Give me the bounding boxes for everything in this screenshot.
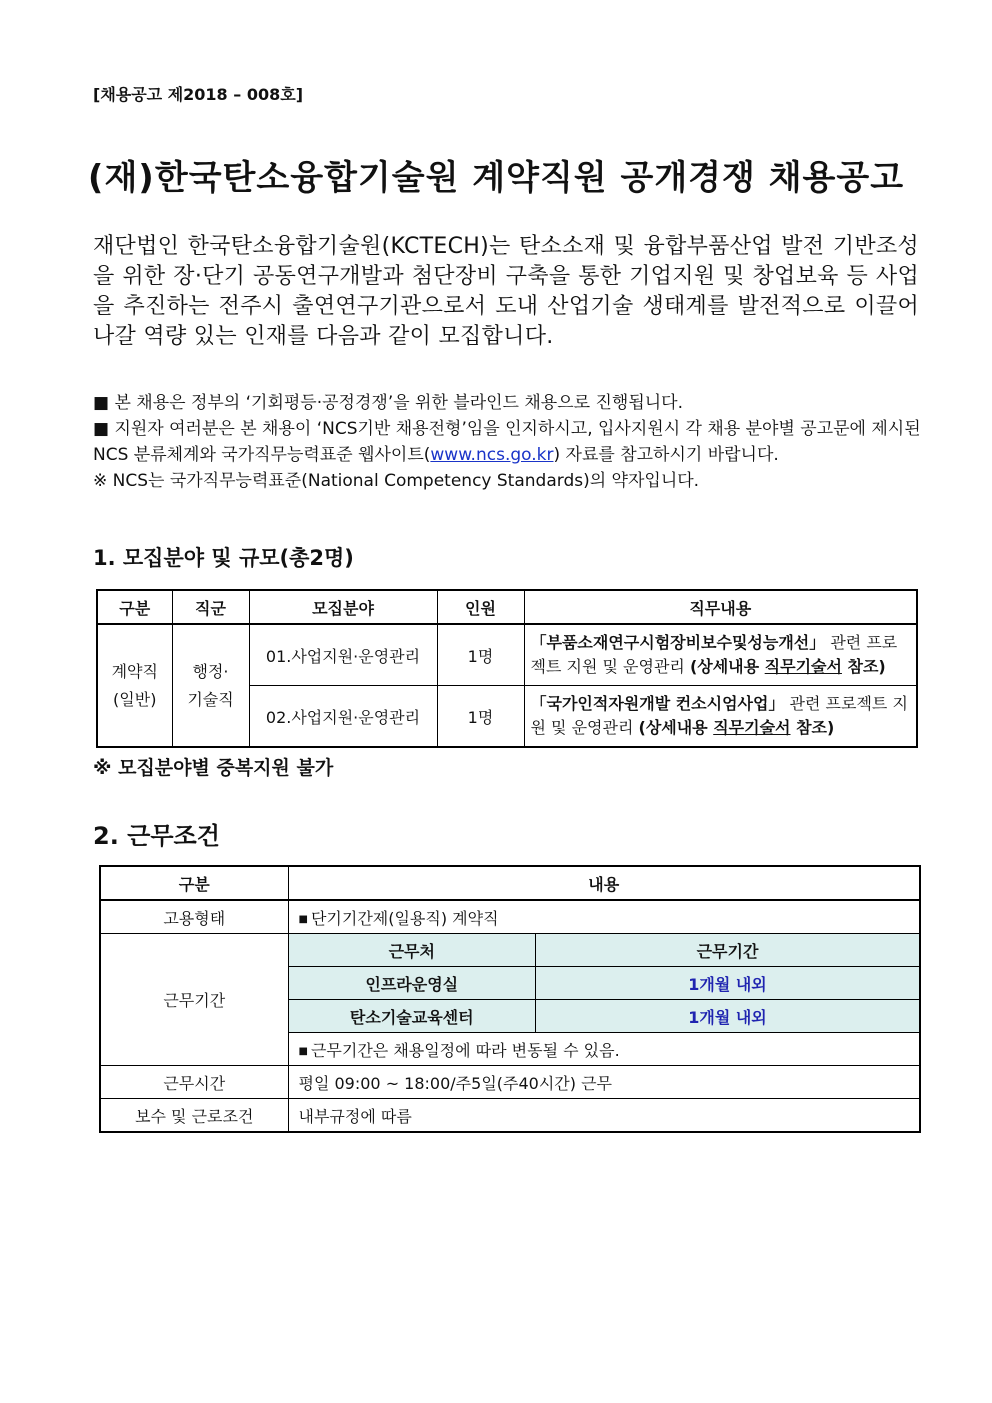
pay-value: 내부규정에 따름 [288,1099,920,1133]
table-row [100,900,920,934]
work-duration: 1개월 내외 [536,967,920,1000]
col-header: 구분 [97,590,172,624]
notes-block [93,390,921,494]
table-row [289,967,920,1000]
job-group-cell: 행정· 기술직 [172,624,249,747]
table-row [289,1033,920,1066]
table-row [100,1066,920,1099]
page-title: (재)한국탄소융합기술원 계약직원 공개경쟁 채용공고 [87,158,905,198]
table-header-row [100,866,920,900]
period-detail [288,934,920,1066]
table-row [97,624,917,686]
work-duration: 1개월 내외 [536,1000,920,1033]
col-header: 내용 [288,866,920,900]
job-description-link[interactable]: 직무기술서 [713,718,791,737]
note-ncs [93,416,921,468]
category-cell: 계약직 (일반) [97,624,172,747]
col-header: 직무내용 [524,590,917,624]
pay-label: 보수 및 근로조건 [100,1099,288,1133]
note-ncs-text: ■ 지원자 여러분은 본 채용이 ‘NCS기반 채용전형’임을 인지하시고, 입사지원시 각 채용 분야별 공고문에 제시된 NCS 분류체계와 국가직무능력표준 웹사이트( [93,419,921,465]
table-header-row [97,590,917,624]
table-row [100,1099,920,1133]
col-header: 구분 [100,866,288,900]
job-description-link[interactable]: 직무기술서 [764,657,842,676]
duplicate-application-note: ※ 모집분야별 중복지원 불가 [93,757,334,779]
note-ncs-definition: ※ NCS는 국가직무능력표준(National Competency Standards)의 약자입니다. [93,471,700,491]
employment-type-label: 고용형태 [100,900,288,934]
intro-paragraph: 재단법인 한국탄소융합기술원(KCTECH)는 탄소소재 및 융합부품산업 발전 기반조성을 위한 장·단기 공동연구개발과 첨단장비 구축을 통한 기업지원 및 창업보육 등 사업을 추진하는 전주시 출연연구기관으로서 도내 산업기술 생태계를 발전적으로 이끌어 나갈 역량 있는 인재를 다음과 같이 모집합니다. [93,234,919,349]
field-cell: 02.사업지원·운영관리 [249,686,437,748]
count-cell: 1명 [437,686,524,748]
work-conditions-table [99,865,921,1133]
col-header: 근무처 [289,934,536,967]
period-label: 근무기간 [100,934,288,1066]
col-header: 근무기간 [536,934,920,967]
duty-cell: 「부품소재연구시험장비보수및성능개선」 관련 프로젝트 지원 및 운영관리 (상세내용 직무기술서 참조) [524,624,917,686]
table-row [289,1000,920,1033]
recruitment-table [96,589,918,748]
employment-type-value: ■ 단기기간제(일용직) 계약직 [288,900,920,934]
hours-value: 평일 09:00 ~ 18:00/주5일(주40시간) 근무 [288,1066,920,1099]
notice-number: [채용공고 제2018 – 008호] [93,85,304,104]
count-cell: 1명 [437,624,524,686]
table-header-row [289,934,920,967]
note-blind-hiring: ■ 본 채용은 정부의 ‘기회평등·공정경쟁’을 위한 블라인드 채용으로 진행됩니다. [93,393,683,413]
col-header: 모집분야 [249,590,437,624]
period-table [289,934,920,1065]
hours-label: 근무시간 [100,1066,288,1099]
duty-cell: 「국가인적자원개발 컨소시엄사업」 관련 프로젝트 지원 및 운영관리 (상세내용 직무기술서 참조) [524,686,917,748]
bullet-icon: ■ [298,1045,308,1057]
ncs-website-link[interactable]: www.ncs.go.kr [430,445,554,465]
section2-heading: 2. 근무조건 [93,822,220,850]
note-ncs-text-end: ) 자료를 참고하시기 바랍니다. [553,445,779,465]
work-place: 인프라운영실 [289,967,536,1000]
field-cell: 01.사업지원·운영관리 [249,624,437,686]
col-header: 직군 [172,590,249,624]
bullet-icon: ■ [298,913,308,925]
section1-heading: 1. 모집분야 및 규모(총2명) [93,546,354,570]
work-place: 탄소기술교육센터 [289,1000,536,1033]
table-row [100,934,920,1066]
period-note: ■ 근무기간은 채용일정에 따라 변동될 수 있음. [289,1033,920,1066]
col-header: 인원 [437,590,524,624]
